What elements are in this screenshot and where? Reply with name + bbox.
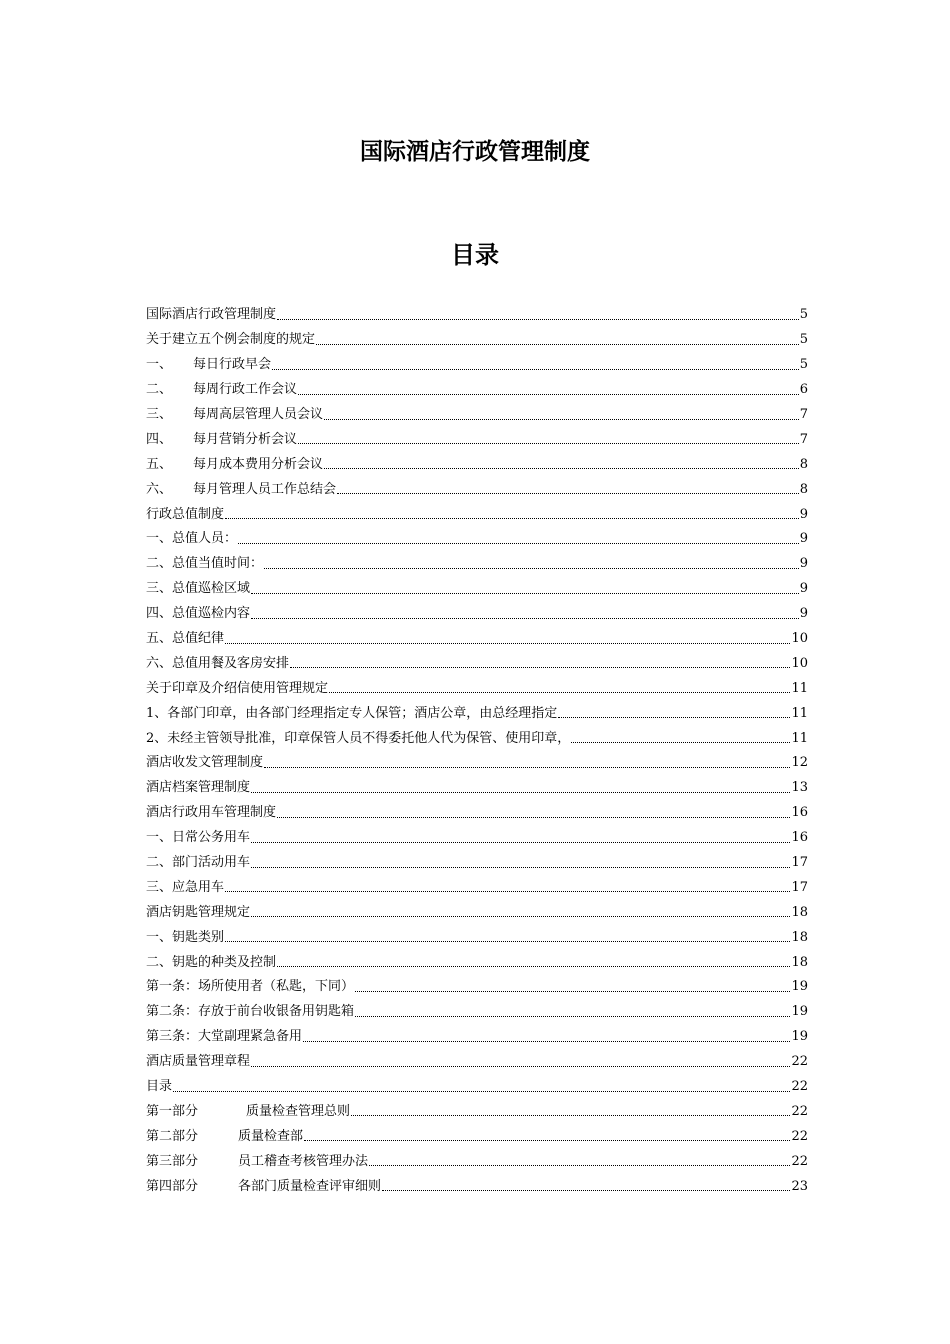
toc-entry-label: 第三条：大堂副理紧急备用 (146, 1029, 303, 1045)
toc-entry[interactable] (146, 1000, 808, 1025)
toc-dot-leader (251, 842, 790, 843)
toc-page-number: 7 (799, 407, 808, 422)
toc-page-number: 9 (799, 581, 808, 597)
toc-page-number: 22 (791, 1128, 808, 1144)
toc-entry-subtitle: 各部门质量检查评审细则 (238, 1178, 382, 1194)
toc-page-number: 12 (791, 755, 808, 771)
toc-entry[interactable] (146, 975, 808, 1000)
toc-page-number: 5 (799, 307, 808, 323)
toc-entry[interactable] (146, 950, 808, 975)
toc-entry[interactable] (146, 900, 808, 925)
toc-page-number: 18 (791, 929, 808, 945)
toc-dot-leader (277, 817, 790, 818)
toc-page-number: 19 (791, 1004, 808, 1020)
toc-entry-label: 第二条：存放于前台收银备用钥匙箱 (146, 1004, 355, 1020)
toc-entry-label: 二、总值当值时间： (146, 556, 264, 572)
toc-page-number: 16 (791, 830, 808, 846)
toc-entry-label: 四、总值巡检内容 (146, 606, 251, 622)
toc-dot-leader (329, 692, 790, 693)
toc-entry[interactable] (146, 577, 808, 602)
toc-entry-label: 第一条：场所使用者（私匙，下同） (146, 979, 355, 995)
toc-page-number: 19 (791, 979, 808, 995)
toc-entry[interactable] (146, 627, 808, 652)
toc-page-number: 22 (791, 1103, 808, 1119)
toc-page-number: 5 (799, 357, 808, 373)
toc-dot-leader (303, 1041, 790, 1042)
toc-entry[interactable] (146, 676, 808, 701)
toc-page-number: 11 (791, 705, 808, 721)
toc-entry[interactable] (146, 427, 808, 452)
toc-dot-leader (251, 618, 799, 619)
toc-entry-label: 三、总值巡检区域 (146, 581, 251, 597)
toc-entry-subtitle: 质量检查部 (238, 1128, 304, 1144)
toc-entry-label: 六、 (146, 481, 173, 497)
toc-dot-leader (290, 667, 790, 668)
toc-page-number: 19 (791, 1029, 808, 1045)
toc-entry-label: 三、应急用车 (146, 879, 225, 895)
toc-entry[interactable] (146, 801, 808, 826)
toc-entry-label: 2、未经主管领导批准，印章保管人员不得委托他人代为保管、使用印章， (146, 730, 571, 746)
toc-entry[interactable] (146, 477, 808, 502)
toc-entry-label: 酒店行政用车管理制度 (146, 805, 277, 821)
toc-dot-leader (369, 1165, 790, 1166)
document-title: 国际酒店行政管理制度 (360, 139, 590, 165)
toc-dot-leader (558, 717, 790, 718)
toc-page-number: 8 (799, 456, 808, 472)
toc-entry[interactable] (146, 328, 808, 353)
toc-entry-label: 酒店档案管理制度 (146, 780, 251, 796)
toc-entry-label: 酒店收发文管理制度 (146, 755, 264, 771)
toc-entry[interactable] (146, 1124, 808, 1149)
toc-dot-leader (298, 394, 799, 395)
toc-dot-leader (264, 767, 790, 768)
toc-entry-label: 四、 (146, 431, 173, 447)
toc-entry-label: 1、各部门印章，由各部门经理指定专人保管；酒店公章，由总经理指定 (146, 705, 558, 721)
toc-dot-leader (324, 468, 799, 469)
toc-dot-leader (251, 867, 790, 868)
toc-dot-leader (304, 1140, 790, 1141)
toc-entry[interactable] (146, 925, 808, 950)
toc-entry-label: 酒店钥匙管理规定 (146, 904, 251, 920)
toc-entry[interactable] (146, 1075, 808, 1100)
toc-page-number: 10 (791, 655, 808, 671)
toc-entry[interactable] (146, 651, 808, 676)
toc-entry[interactable] (146, 353, 808, 378)
toc-page-number: 11 (791, 680, 808, 696)
toc-dot-leader (298, 443, 799, 444)
toc-entry-subtitle: 每月成本费用分析会议 (193, 456, 324, 472)
toc-entry[interactable] (146, 602, 808, 627)
toc-entry-label: 一、 (146, 357, 173, 373)
toc-entry[interactable] (146, 403, 808, 428)
toc-entry[interactable] (146, 776, 808, 801)
toc-page-number: 18 (791, 954, 808, 970)
toc-entry[interactable] (146, 751, 808, 776)
toc-page-number: 9 (799, 606, 808, 622)
toc-page-number: 17 (791, 855, 808, 871)
toc-page-number: 18 (791, 904, 808, 920)
toc-entry[interactable] (146, 701, 808, 726)
toc-entry-subtitle: 每周行政工作会议 (193, 382, 298, 398)
toc-entry-label: 三、 (146, 407, 173, 422)
toc-entry[interactable] (146, 1050, 808, 1075)
toc-entry-label: 第一部分 (146, 1103, 199, 1119)
toc-entry[interactable] (146, 1100, 808, 1125)
toc-entry[interactable] (146, 502, 808, 527)
toc-entry-label: 第四部分 (146, 1178, 199, 1194)
toc-dot-leader (173, 1091, 790, 1092)
toc-page-number: 13 (791, 780, 808, 796)
toc-dot-leader (277, 319, 799, 320)
toc-page-number: 9 (799, 556, 808, 572)
toc-entry[interactable] (146, 452, 808, 477)
toc-entry[interactable] (146, 1025, 808, 1050)
toc-entry-subtitle: 质量检查管理总则 (246, 1103, 351, 1119)
toc-dot-leader (337, 493, 799, 494)
toc-dot-leader (264, 568, 799, 569)
toc-entry-label: 二、 (146, 382, 173, 398)
toc-entry[interactable] (146, 527, 808, 552)
toc-dot-leader (251, 916, 790, 917)
toc-page-number: 5 (799, 332, 808, 348)
toc-dot-leader (382, 1190, 790, 1191)
toc-dot-leader (351, 1115, 790, 1116)
toc-entry-label: 酒店质量管理章程 (146, 1054, 251, 1070)
toc-dot-leader (238, 543, 799, 544)
toc-entry-subtitle: 员工稽查考核管理办法 (238, 1153, 369, 1169)
toc-entry-label: 一、钥匙类别 (146, 929, 225, 945)
toc-entry-subtitle: 每日行政早会 (193, 357, 272, 373)
toc-entry[interactable] (146, 875, 808, 900)
toc-entry-label: 二、部门活动用车 (146, 855, 251, 871)
toc-page-number: 23 (791, 1178, 808, 1194)
toc-dot-leader (251, 593, 799, 594)
toc-dot-leader (571, 742, 790, 743)
toc-page-number: 11 (791, 730, 808, 746)
toc-dot-leader (355, 991, 790, 992)
toc-dot-leader (324, 419, 799, 420)
toc-entry[interactable] (146, 1174, 808, 1199)
toc-dot-leader (225, 518, 799, 519)
toc-entry-subtitle: 每月管理人员工作总结会 (193, 481, 337, 497)
toc-entry-label: 行政总值制度 (146, 506, 225, 522)
toc-page-number: 22 (791, 1079, 808, 1095)
toc-dot-leader (225, 941, 790, 942)
toc-dot-leader (251, 1066, 790, 1067)
toc-page-number: 9 (799, 531, 808, 547)
toc-page-number: 10 (791, 631, 808, 647)
table-of-contents (146, 303, 808, 1199)
toc-page-number: 17 (791, 879, 808, 895)
toc-page-number: 9 (799, 506, 808, 522)
toc-entry[interactable] (146, 851, 808, 876)
toc-entry-label: 二、钥匙的种类及控制 (146, 954, 277, 970)
toc-entry[interactable] (146, 303, 808, 328)
toc-page-number: 16 (791, 805, 808, 821)
toc-page-number: 22 (791, 1054, 808, 1070)
toc-dot-leader (272, 369, 799, 370)
toc-entry-label: 目录 (146, 1079, 173, 1095)
toc-entry-label: 关于建立五个例会制度的规定 (146, 332, 316, 348)
toc-entry-label: 第二部分 (146, 1128, 199, 1144)
toc-entry-label: 五、 (146, 456, 173, 472)
toc-entry-subtitle: 每周高层管理人员会议 (193, 407, 324, 422)
toc-heading: 目录 (451, 241, 499, 269)
toc-page-number: 22 (791, 1153, 808, 1169)
toc-entry[interactable] (146, 826, 808, 851)
toc-dot-leader (316, 344, 799, 345)
toc-page-number: 8 (799, 481, 808, 497)
toc-entry-label: 关于印章及介绍信使用管理规定 (146, 680, 329, 696)
toc-page-number: 7 (799, 431, 808, 447)
toc-entry-subtitle: 每月营销分析会议 (193, 431, 298, 447)
toc-entry-label: 第三部分 (146, 1153, 199, 1169)
toc-entry[interactable] (146, 552, 808, 577)
toc-dot-leader (225, 891, 790, 892)
toc-page-number: 6 (799, 382, 808, 398)
toc-entry-label: 国际酒店行政管理制度 (146, 307, 277, 323)
toc-entry[interactable] (146, 1149, 808, 1174)
toc-dot-leader (251, 792, 790, 793)
toc-entry[interactable] (146, 726, 808, 751)
toc-dot-leader (225, 643, 790, 644)
toc-dot-leader (277, 966, 790, 967)
toc-entry-label: 五、总值纪律 (146, 631, 225, 647)
toc-entry[interactable] (146, 378, 808, 403)
toc-entry-label: 一、日常公务用车 (146, 830, 251, 846)
toc-entry-label: 六、总值用餐及客房安排 (146, 655, 290, 671)
toc-dot-leader (355, 1016, 790, 1017)
toc-entry-label: 一、总值人员： (146, 531, 238, 547)
